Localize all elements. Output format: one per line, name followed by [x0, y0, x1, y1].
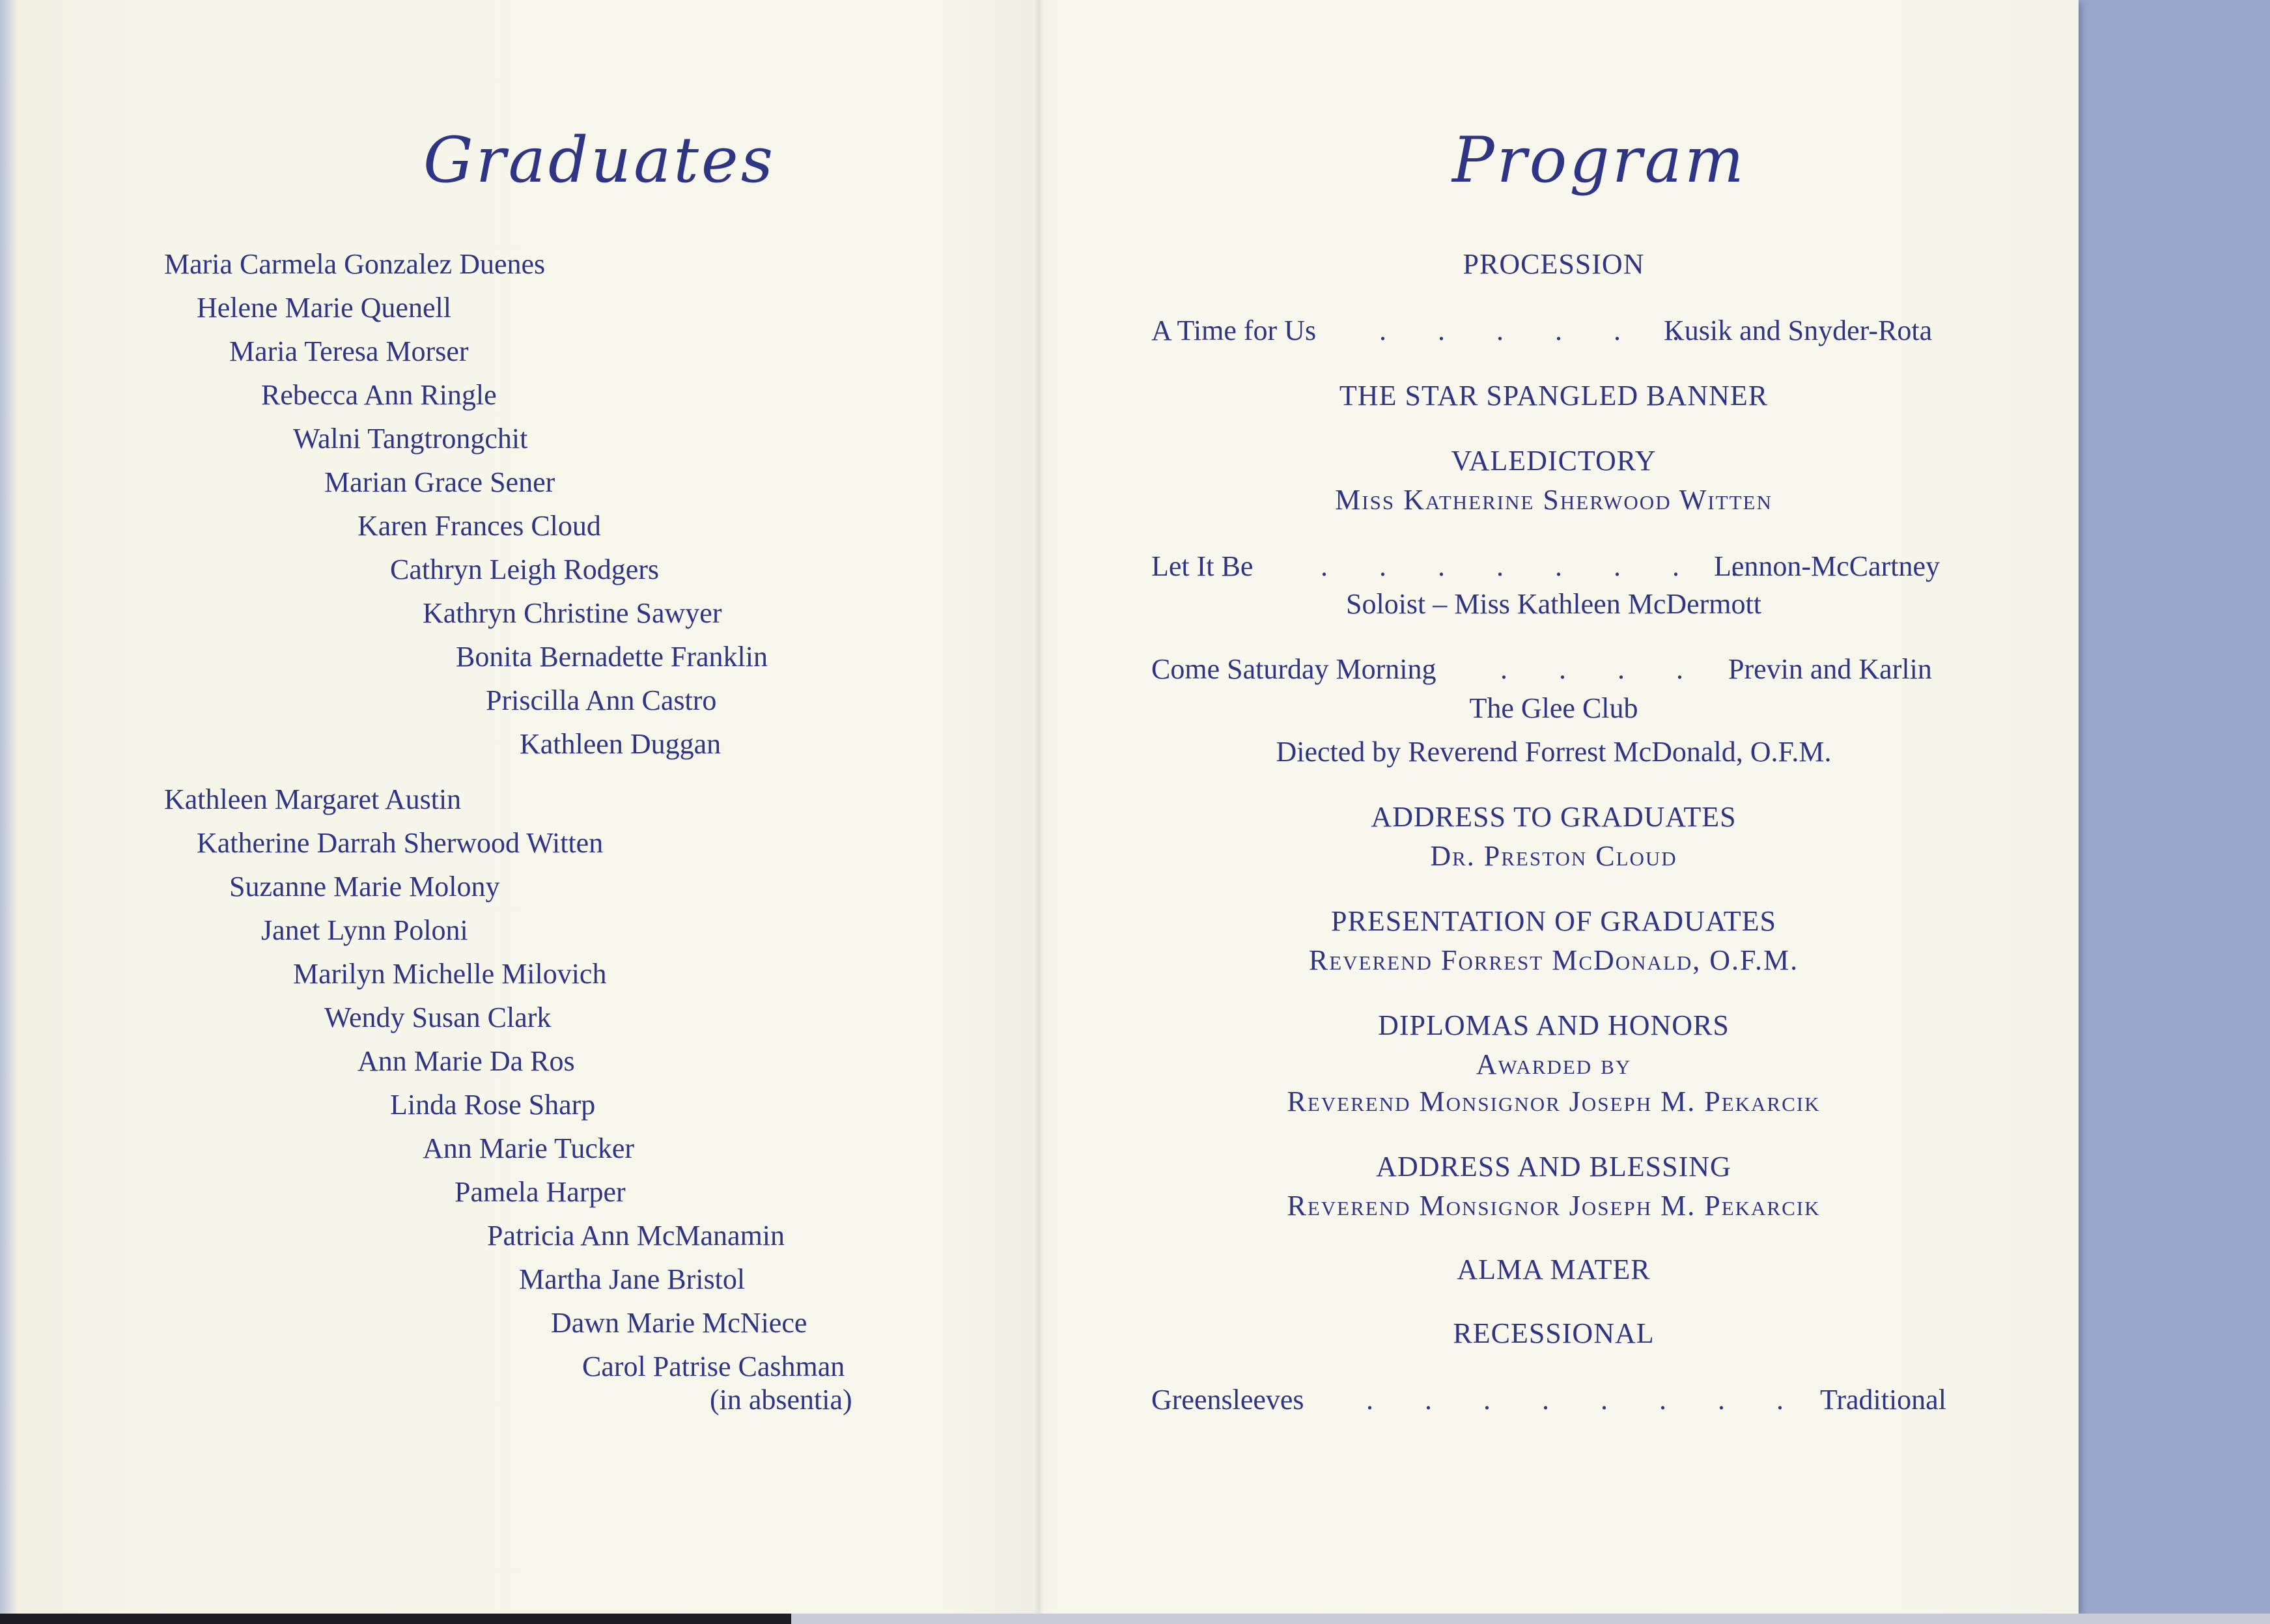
program-item-diplomas: DIPLOMAS AND HONORS	[1378, 1009, 1730, 1041]
graduate-name: Maria Carmela Gonzalez Duenes	[164, 248, 546, 280]
song-title: A Time for Us	[1151, 315, 1317, 346]
graduate-name: Walni Tangtrongchit	[293, 423, 528, 455]
graduate-name: Ann Marie Tucker	[423, 1132, 635, 1164]
graduate-name: Bonita Bernadette Franklin	[456, 641, 768, 673]
song-title: Greensleeves	[1151, 1384, 1304, 1416]
graduate-name: Marilyn Michelle Milovich	[293, 958, 607, 990]
leader-dots: . . . . . . . .	[1321, 550, 1760, 582]
song-composer: Lennon-McCartney	[1714, 550, 1940, 582]
graduate-name: Rebecca Ann Ringle	[261, 379, 497, 411]
program-item-procession: PROCESSION	[1463, 248, 1645, 280]
graduate-name: Janet Lynn Poloni	[261, 914, 468, 946]
song-soloist: Soloist – Miss Kathleen McDermott	[1346, 588, 1761, 620]
scan-bottom-edge	[0, 1614, 791, 1624]
graduate-name: Priscilla Ann Castro	[486, 684, 717, 716]
graduate-name: Maria Teresa Morser	[229, 335, 469, 367]
graduate-name: Marian Grace Sener	[324, 466, 555, 498]
graduate-name: Suzanne Marie Molony	[229, 871, 500, 903]
leader-dots: . . . . . . . .	[1366, 1384, 1806, 1416]
program-item-presentation: PRESENTATION OF GRADUATES	[1331, 905, 1776, 937]
graduate-name: Helene Marie Quenell	[197, 292, 451, 324]
leader-dots: . . . . . .	[1379, 315, 1702, 346]
presentation-by: Reverend Forrest McDonald, O.F.M.	[1308, 944, 1799, 976]
absentia-note: (in absentia)	[710, 1384, 852, 1416]
program-item-alma-mater: ALMA MATER	[1457, 1253, 1651, 1285]
paper-edge-shadow	[0, 0, 17, 1614]
graduate-name: Wendy Susan Clark	[324, 1001, 552, 1033]
song-title: Come Saturday Morning	[1151, 653, 1436, 685]
graduate-name: Katherine Darrah Sherwood Witten	[197, 827, 604, 859]
song-composer: Previn and Karlin	[1728, 653, 1932, 685]
program-item-address: ADDRESS TO GRADUATES	[1371, 801, 1737, 833]
graduate-name: Cathryn Leigh Rodgers	[390, 553, 660, 585]
graduate-name: Karen Frances Cloud	[357, 510, 601, 542]
graduate-name: Patricia Ann McManamin	[487, 1220, 785, 1252]
graduate-name: Ann Marie Da Ros	[357, 1045, 575, 1077]
awarded-by: Awarded by	[1476, 1048, 1632, 1080]
song-title: Let It Be	[1151, 550, 1254, 582]
address-speaker: Dr. Preston Cloud	[1430, 840, 1677, 872]
graduate-name: Carol Patrise Cashman	[582, 1351, 845, 1382]
graduate-name: Martha Jane Bristol	[519, 1263, 746, 1295]
center-fold	[1034, 0, 1043, 1614]
program-item-anthem: THE STAR SPANGLED BANNER	[1339, 380, 1769, 412]
valedictory-speaker: Miss Katherine Sherwood Witten	[1335, 484, 1773, 516]
song-composer: Kusik and Snyder-Rota	[1664, 315, 1933, 346]
program-item-recessional: RECESSIONAL	[1453, 1317, 1655, 1349]
song-director: Diected by Reverend Forrest McDonald, O.F.M.	[1276, 736, 1832, 768]
blessing-by: Reverend Monsignor Joseph M. Pekarcik	[1287, 1190, 1821, 1222]
program-item-valedictory: VALEDICTORY	[1451, 445, 1657, 477]
graduate-name: Pamela Harper	[455, 1176, 626, 1208]
song-performer: The Glee Club	[1469, 692, 1638, 724]
graduates-heading: Graduates	[423, 124, 776, 197]
diplomas-by: Reverend Monsignor Joseph M. Pekarcik	[1287, 1085, 1821, 1117]
leader-dots: . . . .	[1500, 653, 1705, 685]
scan-bottom-edge-light	[791, 1614, 2270, 1624]
program-heading: Program	[1452, 124, 1746, 197]
graduate-name: Kathleen Margaret Austin	[164, 783, 462, 815]
graduate-name: Linda Rose Sharp	[390, 1089, 596, 1121]
graduate-name: Dawn Marie McNiece	[551, 1307, 807, 1339]
program-item-blessing: ADDRESS AND BLESSING	[1376, 1151, 1731, 1183]
graduate-name: Kathryn Christine Sawyer	[423, 597, 722, 629]
graduate-name: Kathleen Duggan	[520, 728, 722, 760]
song-composer: Traditional	[1820, 1384, 1946, 1416]
